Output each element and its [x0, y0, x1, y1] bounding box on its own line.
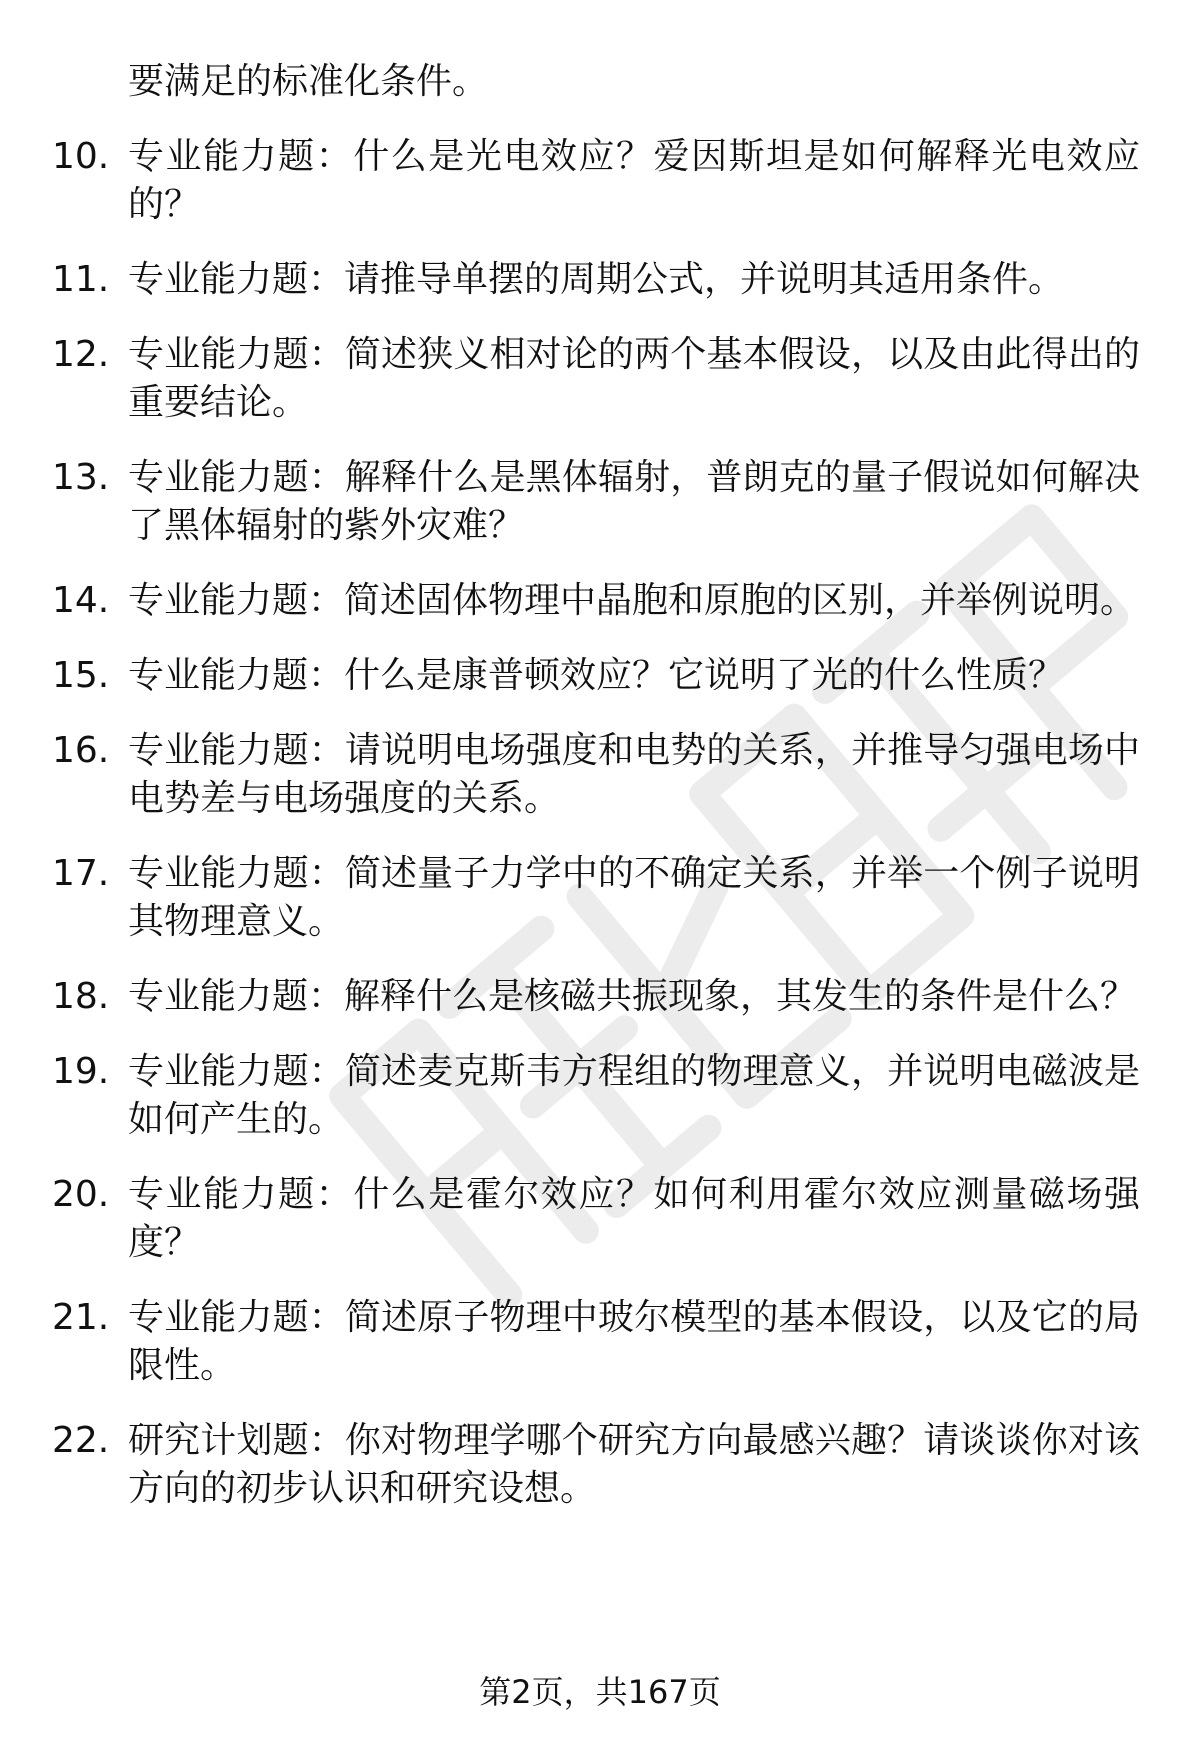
list-item [0, 577, 1200, 625]
question-number: 14. [52, 580, 110, 621]
list-item [0, 256, 1200, 304]
question-number: 10. [52, 136, 110, 177]
question-number: 21. [52, 1297, 110, 1338]
list-item [0, 973, 1200, 1021]
page-number-footer: 第2页，共167页 [479, 1673, 721, 1711]
question-number: 20. [52, 1174, 110, 1215]
list-item [0, 1294, 1200, 1390]
question-text: 专业能力题：解释什么是核磁共振现象，其发生的条件是什么？ [128, 976, 1137, 1017]
question-text: 专业能力题：什么是光电效应？爱因斯坦是如何解释光电效应的？ [128, 136, 1140, 225]
question-number: 11. [52, 259, 110, 300]
list-item [0, 1048, 1200, 1144]
question-text: 研究计划题：你对物理学哪个研究方向最感兴趣？请谈谈你对该方向的初步认识和研究设想。 [128, 1420, 1140, 1509]
question-number: 13. [52, 457, 110, 498]
list-item [0, 1171, 1200, 1267]
question-text: 专业能力题：简述量子力学中的不确定关系，并举一个例子说明其物理意义。 [128, 853, 1140, 942]
question-list [0, 133, 1200, 1513]
continuation-text: 要满足的标准化条件。 [128, 61, 489, 102]
list-item [0, 850, 1200, 946]
list-item [0, 727, 1200, 823]
question-text: 专业能力题：请推导单摆的周期公式，并说明其适用条件。 [128, 259, 1065, 300]
question-number: 12. [52, 334, 110, 375]
list-item [0, 652, 1200, 700]
question-text: 专业能力题：简述麦克斯韦方程组的物理意义，并说明电磁波是如何产生的。 [128, 1051, 1140, 1140]
question-number: 17. [52, 853, 110, 894]
question-text: 专业能力题：简述原子物理中玻尔模型的基本假设，以及它的局限性。 [128, 1297, 1140, 1386]
list-item [0, 133, 1200, 229]
question-text: 专业能力题：什么是霍尔效应？如何利用霍尔效应测量磁场强度？ [128, 1174, 1140, 1263]
list-item [0, 331, 1200, 427]
list-item [0, 454, 1200, 550]
question-text: 专业能力题：解释什么是黑体辐射，普朗克的量子假说如何解决了黑体辐射的紫外灾难？ [128, 457, 1140, 546]
question-text: 专业能力题：什么是康普顿效应？它说明了光的什么性质？ [128, 655, 1065, 696]
question-number: 19. [52, 1051, 110, 1092]
question-text: 专业能力题：简述狭义相对论的两个基本假设，以及由此得出的重要结论。 [128, 334, 1140, 423]
question-text: 专业能力题：请说明电场强度和电势的关系，并推导匀强电场中电势差与电场强度的关系。 [128, 730, 1140, 819]
question-number: 15. [52, 655, 110, 696]
question-number: 18. [52, 976, 110, 1017]
list-item [0, 1417, 1200, 1513]
question-number: 22. [52, 1420, 110, 1461]
question-text: 专业能力题：简述固体物理中晶胞和原胞的区别，并举例说明。 [128, 580, 1137, 621]
question-number: 16. [52, 730, 110, 771]
